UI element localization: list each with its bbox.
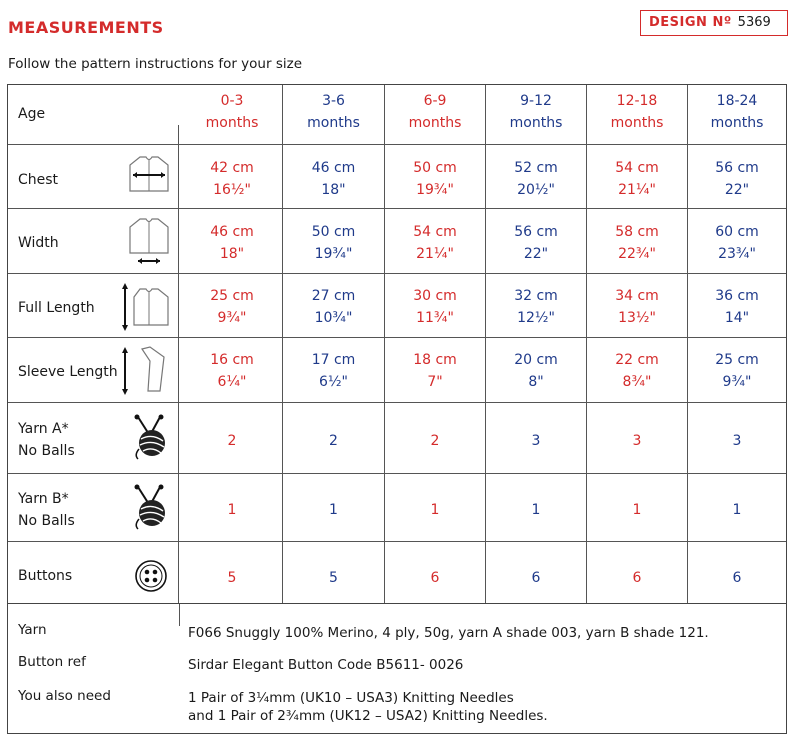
sleeve-length-cell: 18 cm 7" [413,352,457,390]
buttons-cell: 5 [227,570,237,586]
sleeve-length-cell: 16 cm 6¼" [210,352,254,390]
column-divider [178,125,179,603]
yarn-b-cell: 1 [531,502,541,518]
button-ref-label: Button ref [18,654,86,670]
full-length-label: Full Length [18,300,95,316]
full-length-cell: 34 cm 13½" [615,288,659,326]
cardigan-length-icon [120,279,172,335]
buttons-cell: 5 [329,570,338,586]
cardigan-width-icon [126,215,172,269]
full-length-cell: 36 cm 14" [715,288,759,326]
chest-cell: 50 cm 19¾" [413,160,457,198]
full-length-cell: 30 cm 11¾" [413,288,457,326]
chest-cell: 54 cm 21¼" [615,160,659,198]
sleeve-length-cell: 17 cm 6½" [311,352,356,390]
width-label: Width [18,235,59,251]
yarn-b-label: Yarn B* No Balls [18,491,75,529]
width-cell: 58 cm 22¾" [615,224,659,262]
size-header-9-12: 9-12 months [509,93,563,131]
also-need-value: 1 Pair of 3¼mm (UK10 – USA3) Knitting Needles and 1 Pair of 2¾mm (UK12 – USA2) Knitting Needles. [188,690,548,724]
measurements-table [7,84,787,604]
cardigan-chest-icon [126,153,172,199]
sleeve-length-cell: 22 cm 8¾" [615,352,659,390]
yarn-a-cell: 2 [329,433,338,449]
yarn-a-label: Yarn A* No Balls [18,421,75,459]
buttons-cell: 6 [732,570,742,586]
sleeve-length-label: Sleeve Length [18,364,118,380]
row-divider [8,473,786,474]
yarn-value: F066 Snuggly 100% Merino, 4 ply, 50g, yarn A shade 003, yarn B shade 121. [188,625,709,641]
row-divider [8,144,786,145]
yarn-a-cell: 3 [632,433,642,449]
subtitle: Follow the pattern instructions for your size [8,56,303,72]
full-length-cell: 27 cm 10¾" [311,288,356,326]
size-header-18-24: 18-24 months [710,93,764,131]
chest-cell: 42 cm 16½" [210,160,254,198]
row-divider [8,337,786,338]
button-icon [134,559,168,593]
yarn-label: Yarn [18,622,47,638]
width-cell: 50 cm 19¾" [311,224,356,262]
materials-divider [179,604,180,626]
buttons-label: Buttons [18,568,73,584]
size-header-12-18: 12-18 months [610,93,664,131]
materials-section [7,604,787,734]
chest-label: Chest [18,172,59,188]
row-divider [8,208,786,209]
yarn-b-cell: 1 [732,502,742,518]
row-divider [8,402,786,403]
width-cell: 56 cm 22" [514,224,558,262]
yarn-a-cell: 2 [227,433,237,449]
yarn-b-cell: 1 [329,502,338,518]
design-number: 5369 [737,15,771,30]
sleeve-length-icon [120,343,172,399]
full-length-cell: 32 cm 12½" [514,288,558,326]
age-label: Age [18,106,46,122]
row-divider [8,273,786,274]
design-number-box [640,10,788,36]
row-divider [8,541,786,542]
buttons-cell: 6 [632,570,642,586]
yarn-ball-needles-icon [130,483,172,531]
yarn-ball-needles-icon [130,413,172,461]
yarn-a-cell: 3 [531,433,541,449]
yarn-b-cell: 1 [227,502,237,518]
yarn-b-cell: 1 [430,502,440,518]
page-title: MEASUREMENTS [8,18,164,37]
size-header-3-6: 3-6 months [307,93,360,131]
width-cell: 54 cm 21¼" [413,224,457,262]
chest-cell: 46 cm 18" [311,160,356,198]
chest-cell: 52 cm 20½" [514,160,558,198]
chest-cell: 56 cm 22" [715,160,759,198]
yarn-a-cell: 3 [732,433,742,449]
sleeve-length-cell: 25 cm 9¾" [715,352,759,390]
full-length-cell: 25 cm 9¾" [210,288,254,326]
yarn-b-cell: 1 [632,502,642,518]
design-label: DESIGN Nº [649,15,732,30]
size-header-0-3: 0-3 months [205,93,259,131]
button-ref-value: Sirdar Elegant Button Code B5611- 0026 [188,657,464,673]
buttons-cell: 6 [531,570,541,586]
also-need-label: You also need [18,688,111,704]
width-cell: 46 cm 18" [210,224,254,262]
size-header-6-9: 6-9 months [408,93,462,131]
yarn-a-cell: 2 [430,433,440,449]
width-cell: 60 cm 23¾" [715,224,759,262]
buttons-cell: 6 [430,570,440,586]
sleeve-length-cell: 20 cm 8" [514,352,558,390]
